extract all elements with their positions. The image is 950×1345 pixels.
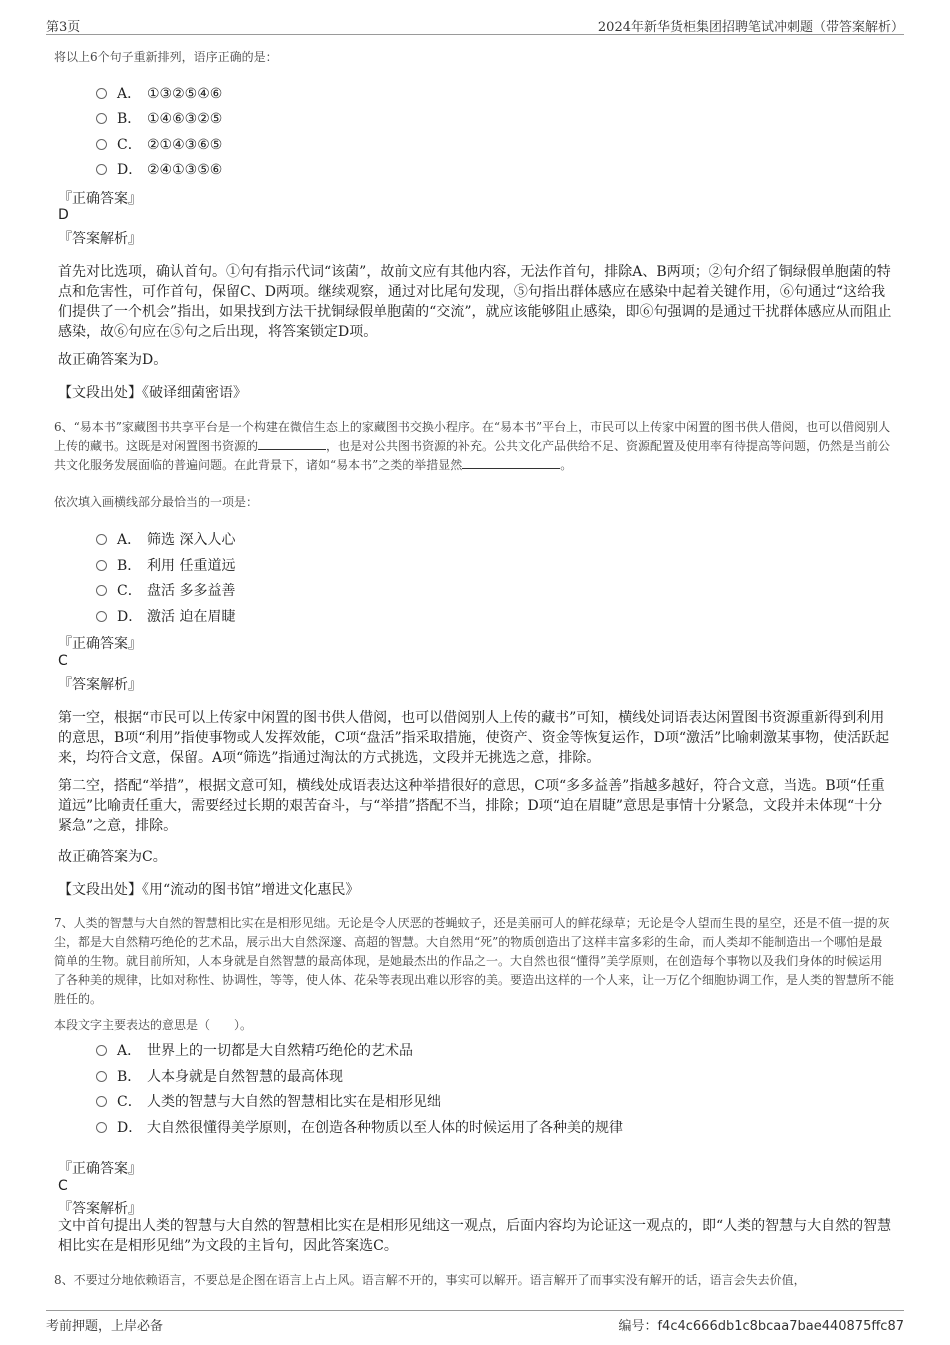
radio-icon[interactable] [96,1096,107,1107]
conclusion: 故正确答案为D。 [58,352,168,368]
radio-icon[interactable] [96,88,107,99]
q6-option-d[interactable]: D． 激活 迫在眉睫 [96,606,235,626]
radio-icon[interactable] [96,1045,107,1056]
question-prompt: 依次填入画横线部分最恰当的一项是： [54,495,259,509]
page-header [46,14,904,35]
fill-blank-1[interactable] [258,437,326,450]
analysis-label: 『答案解析』 [58,231,142,247]
q7-option-b[interactable]: B． 人本身就是自然智慧的最高体现 [96,1066,343,1086]
radio-icon[interactable] [96,1071,107,1082]
answer-value: C [58,1178,68,1194]
analysis-label: 『答案解析』 [58,677,142,693]
radio-icon[interactable] [96,611,107,622]
analysis-text: 首先对比选项，确认首句。①句有指示代词“该菌”，故前文应有其他内容，无法作首句，排除A、B两项；②句介绍了铜绿假单胞菌的特点和危害性，可作首句，保留C、D两项。继续观察，通过对比尾句发现，⑤句指出群体感应在感染中起着关键作用，⑥句通过“这给我们提供了一个机会”指出，如果找到方法干扰铜绿假单胞菌的“交流”，就应该能够阻止感染，即⑥句强调的是通过干扰群体感应从而阻止感染，故⑥句应在⑤句之后出现，将答案锁定D项。 [58,264,892,340]
q5-option-b[interactable]: B． ①④⑥③②⑤ [96,108,222,128]
analysis-paragraph-1: 第一空，根据“市民可以上传家中闲置的图书供人借阅，也可以借阅别人上传的藏书”可知，横线处词语表达闲置图书资源重新得到利用的意思，B项“利用”指使事物或人发挥效能，C项“盘活”指采取措施，使资产、资金等恢复运作，D项“激活”比喻刺激某事物，使活跃起来，均符合文意，保留。A项“筛选”指通过淘汰的方式挑选，文段并无挑选之意，排除。 [58,710,890,766]
radio-icon[interactable] [96,560,107,571]
document-title: 2024年新华货柜集团招聘笔试冲刺题（带答案解析） [597,20,904,35]
conclusion: 故正确答案为C。 [58,849,167,865]
radio-icon[interactable] [96,585,107,596]
q6-option-a[interactable]: A． 筛选 深入人心 [96,529,235,549]
q5-option-c[interactable]: C． ②①④③⑥⑤ [96,134,222,154]
source-citation: 【文段出处】《破译细菌密语》 [58,385,247,401]
analysis-text: 文中首句提出人类的智慧与大自然的智慧相比实在是相形见绌这一观点，后面内容均为论证这一观点的，即“人类的智慧与大自然的智慧相比实在是相形见绌”为文段的主旨句，因此答案选C。 [58,1218,892,1254]
answer-label: 『正确答案』 [58,191,142,207]
question-prompt: 本段文字主要表达的意思是（ ）。 [54,1018,253,1032]
q5-option-d[interactable]: D． ②④①③⑤⑥ [96,159,222,179]
q7-option-c[interactable]: C． 人类的智慧与大自然的智慧相比实在是相形见绌 [96,1091,441,1111]
answer-label: 『正确答案』 [58,636,142,652]
q5-option-a[interactable]: A． ①③②⑤④⑥ [96,83,222,103]
page-footer [46,1310,904,1335]
document-code: 编号：f4c4c666db1c8bcaa7bae440875ffc87 [618,1319,904,1334]
question-intro: 将以上6个句子重新排列，语序正确的是： [54,50,278,64]
answer-label: 『正确答案』 [58,1161,142,1177]
question-stem: 6、“易本书”家藏图书共享平台是一个构建在微信生态上的家藏图书交换小程序。在“易本书”平台上，市民可以上传家中闲置的图书供人借阅，也可以借阅别人上传的藏书。这既是对闲置图书资源的 ，也是对公共图书资源的补充。公共文化产品供给不足、资源配置及使用率有待提高等问题，仍然是当前公共文化服务发展面临的普遍问题。在此背景下，诸如“易本书”之类的举措显然 。 [54,420,891,472]
source-citation: 【文段出处】《用“流动的图书馆”增进文化惠民》 [58,882,360,898]
question-stem: 7、人类的智慧与大自然的智慧相比实在是相形见绌。无论是令人厌恶的苍蝇蚊子，还是美丽可人的鲜花绿草；无论是令人望而生畏的星空，还是不值一提的灰尘，都是大自然精巧绝伦的艺术品，展示出大自然深邃、高超的智慧。大自然用“死”的物质创造出了这样丰富多彩的生命，而人类却不能制造出一个哪怕是最简单的生物。就目前所知，人本身就是自然智慧的最高体现，是她最杰出的作品之一。大自然也很“懂得”美学原则，在创造每个事物以及我们身体的时候运用了各种美的规律，比如对称性、协调性，等等，使人体、花朵等表现出难以形容的美。要造出这样的一个人来，让一万亿个细胞协调工作，是人类的智慧所不能胜任的。 [54,916,895,1006]
analysis-paragraph-2: 第二空，搭配“举措”，根据文意可知，横线处成语表达这种举措很好的意思，C项“多多益善”指越多越好，符合文意，当选。B项“任重道远”比喻责任重大，需要经过长期的艰苦奋斗，与“举措”搭配不当，排除；D项“迫在眉睫”意思是事情十分紧急，文段并未体现“十分紧急”之意，排除。 [58,778,885,834]
question-stem: 8、不要过分地依赖语言，不要总是企图在语言上占上风。语言解不开的，事实可以解开。语言解开了而事实没有解开的话，语言会失去价值， [54,1273,806,1287]
answer-value: C [58,653,68,669]
radio-icon[interactable] [96,1122,107,1133]
radio-icon[interactable] [96,164,107,175]
q6-option-b[interactable]: B． 利用 任重道远 [96,555,235,575]
fill-blank-2[interactable] [462,456,560,469]
radio-icon[interactable] [96,139,107,150]
answer-value: D [58,207,69,223]
page-number: 第3页 [46,20,81,35]
q7-option-d[interactable]: D． 大自然很懂得美学原则，在创造各种物质以至人体的时候运用了各种美的规律 [96,1117,623,1137]
radio-icon[interactable] [96,113,107,124]
footer-slogan: 考前押题，上岸必备 [46,1319,164,1334]
radio-icon[interactable] [96,534,107,545]
q7-option-a[interactable]: A． 世界上的一切都是大自然精巧绝伦的艺术品 [96,1040,413,1060]
analysis-label: 『答案解析』 [58,1201,142,1217]
q6-option-c[interactable]: C． 盘活 多多益善 [96,580,235,600]
